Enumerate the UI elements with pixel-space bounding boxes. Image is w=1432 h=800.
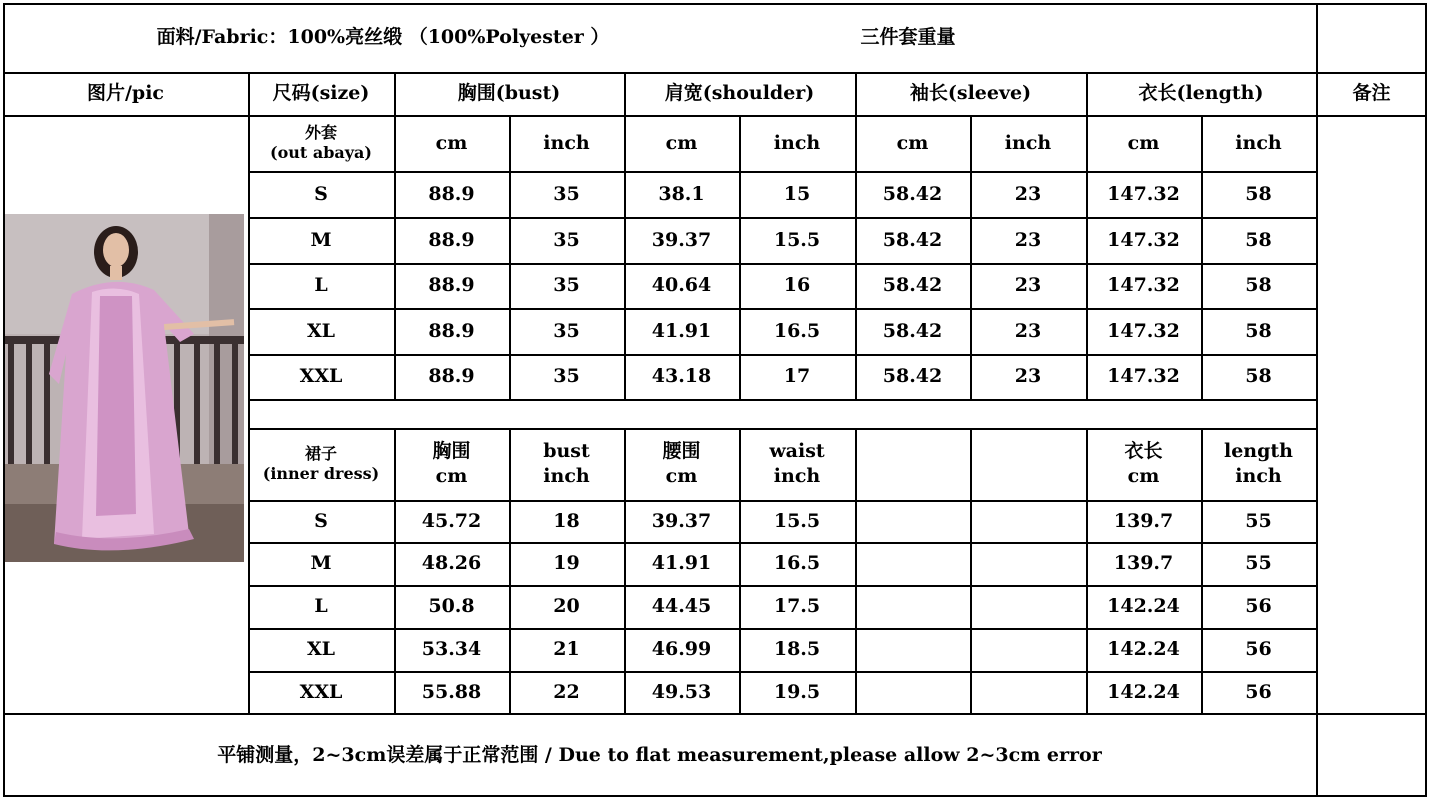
grid-line xyxy=(248,500,1316,502)
dress-size-cell: XXL xyxy=(299,680,343,703)
abaya-value-cell: 15.5 xyxy=(773,228,821,251)
abaya-value-cell: 58 xyxy=(1245,365,1272,388)
abaya-value-cell: 35 xyxy=(553,228,580,251)
abaya-value-cell: 40.64 xyxy=(651,274,712,297)
abaya-value-cell: 35 xyxy=(553,274,580,297)
abaya-unit-cell: inch xyxy=(1235,131,1282,154)
abaya-value-cell: 16.5 xyxy=(773,319,821,342)
dress-value-cell xyxy=(855,500,970,542)
dress-value-cell: 142.24 xyxy=(1107,680,1180,703)
abaya-value-cell: 58.42 xyxy=(882,365,943,388)
grid-line xyxy=(394,72,396,115)
abaya-value-cell: 15 xyxy=(783,182,811,205)
size-chart-table xyxy=(3,3,1427,797)
dress-value-cell: 19.5 xyxy=(773,680,821,703)
dress-header-cell xyxy=(970,428,1086,500)
product-photo xyxy=(4,214,244,562)
abaya-value-cell: 58 xyxy=(1245,228,1272,251)
abaya-value-cell: 23 xyxy=(1014,182,1042,205)
abaya-value-cell: 16 xyxy=(783,274,811,297)
abaya-unit-cell: cm xyxy=(665,131,698,154)
dress-value-cell: 21 xyxy=(553,638,580,661)
dress-value-cell: 41.91 xyxy=(651,552,712,575)
abaya-size-cell: L xyxy=(314,274,328,297)
dress-value-cell xyxy=(970,500,1086,542)
abaya-value-cell: 147.32 xyxy=(1107,182,1180,205)
abaya-size-cell: XXL xyxy=(299,365,343,388)
grid-line xyxy=(624,72,626,115)
dress-value-cell: 44.45 xyxy=(651,595,712,618)
abaya-size-cell: M xyxy=(310,228,332,251)
abaya-unit-cell: inch xyxy=(773,131,821,154)
dress-value-cell: 20 xyxy=(553,595,580,618)
grid-line xyxy=(624,115,626,399)
dress-value-cell: 55.88 xyxy=(421,680,482,703)
grid-line xyxy=(248,72,250,713)
dress-value-cell: 56 xyxy=(1245,680,1272,703)
abaya-value-cell: 58.42 xyxy=(882,274,943,297)
grid-line xyxy=(248,171,1316,173)
grid-line xyxy=(248,354,1316,356)
grid-line xyxy=(248,308,1316,310)
dress-value-cell xyxy=(970,585,1086,628)
abaya-label: 外套 (out abaya) xyxy=(270,123,372,162)
dress-value-cell: 17.5 xyxy=(773,595,821,618)
abaya-value-cell: 147.32 xyxy=(1107,365,1180,388)
grid-line xyxy=(248,428,1316,430)
dress-size-cell: M xyxy=(310,552,332,575)
abaya-value-cell: 58 xyxy=(1245,182,1272,205)
abaya-value-cell: 41.91 xyxy=(651,319,712,342)
dress-value-cell xyxy=(855,671,970,713)
grid-line xyxy=(248,585,1316,587)
grid-line-remark xyxy=(1316,3,1318,797)
abaya-value-cell: 58.42 xyxy=(882,182,943,205)
abaya-unit-cell: inch xyxy=(1004,131,1052,154)
grid-line xyxy=(3,72,1427,74)
dress-size-cell: S xyxy=(314,509,328,532)
column-header-size: 尺码(size) xyxy=(272,82,370,105)
grid-line xyxy=(855,115,857,399)
dress-value-cell: 45.72 xyxy=(421,509,482,532)
abaya-value-cell: 17 xyxy=(783,365,811,388)
abaya-value-cell: 88.9 xyxy=(428,365,475,388)
grid-line xyxy=(1201,115,1203,399)
abaya-value-cell: 147.32 xyxy=(1107,319,1180,342)
dress-value-cell: 49.53 xyxy=(651,680,712,703)
abaya-value-cell: 147.32 xyxy=(1107,228,1180,251)
dress-label: 裙子 (inner dress) xyxy=(262,444,380,483)
dress-value-cell: 56 xyxy=(1245,638,1272,661)
dress-value-cell: 22 xyxy=(553,680,580,703)
dress-value-cell: 39.37 xyxy=(651,509,712,532)
dress-value-cell: 56 xyxy=(1245,595,1272,618)
dress-size-cell: XL xyxy=(306,638,336,661)
column-header-shoulder: 肩宽(shoulder) xyxy=(664,82,815,105)
abaya-size-cell: XL xyxy=(306,319,336,342)
grid-line xyxy=(3,713,1427,715)
abaya-value-cell: 23 xyxy=(1014,228,1042,251)
abaya-unit-cell: inch xyxy=(543,131,590,154)
abaya-value-cell: 23 xyxy=(1014,274,1042,297)
dress-value-cell: 16.5 xyxy=(773,552,821,575)
dress-header-cell: bust inch xyxy=(543,440,590,487)
abaya-value-cell: 35 xyxy=(553,182,580,205)
grid-line xyxy=(509,115,511,399)
dress-header-cell: length inch xyxy=(1224,440,1293,487)
grid-line xyxy=(248,399,1316,401)
abaya-unit-cell: cm xyxy=(896,131,929,154)
weight-title: 三件套重量 xyxy=(860,26,956,49)
abaya-unit-cell: cm xyxy=(1127,131,1160,154)
grid-line xyxy=(248,217,1316,219)
dress-value-cell xyxy=(855,542,970,585)
grid-line xyxy=(1086,72,1088,115)
grid-line xyxy=(3,115,1427,117)
abaya-value-cell: 88.9 xyxy=(428,274,475,297)
model-photo-icon xyxy=(4,214,244,562)
dress-value-cell: 19 xyxy=(553,552,580,575)
abaya-value-cell: 35 xyxy=(553,365,580,388)
abaya-value-cell: 58.42 xyxy=(882,228,943,251)
border-left xyxy=(3,3,5,797)
dress-value-cell: 53.34 xyxy=(421,638,482,661)
dress-header-cell xyxy=(855,428,970,500)
grid-line xyxy=(1086,115,1088,399)
dress-header-cell: 胸围 cm xyxy=(432,440,471,487)
abaya-value-cell: 147.32 xyxy=(1107,274,1180,297)
column-header-sleeve: 袖长(sleeve) xyxy=(909,82,1032,105)
dress-value-cell xyxy=(970,671,1086,713)
fabric-title: 面料/Fabric：100%亮丝缎 （100%Polyester ） xyxy=(156,26,610,49)
grid-line xyxy=(855,72,857,115)
abaya-value-cell: 88.9 xyxy=(428,319,475,342)
dress-value-cell xyxy=(970,542,1086,585)
column-header-length: 衣长(length) xyxy=(1138,82,1264,105)
dress-value-cell xyxy=(970,628,1086,671)
abaya-value-cell: 43.18 xyxy=(651,365,712,388)
column-header-bust: 胸围(bust) xyxy=(457,82,561,105)
grid-line xyxy=(394,115,396,399)
dress-value-cell: 46.99 xyxy=(651,638,712,661)
dress-header-cell: 衣长 cm xyxy=(1124,440,1163,487)
abaya-value-cell: 88.9 xyxy=(428,228,475,251)
dress-value-cell: 48.26 xyxy=(421,552,482,575)
grid-line xyxy=(248,263,1316,265)
abaya-value-cell: 23 xyxy=(1014,365,1042,388)
border-bottom xyxy=(3,795,1427,797)
footer-note: 平铺测量，2~3cm误差属于正常范围 / Due to flat measurement,please allow 2~3cm error xyxy=(217,743,1102,766)
abaya-value-cell: 35 xyxy=(553,319,580,342)
dress-value-cell: 50.8 xyxy=(428,595,475,618)
grid-line xyxy=(248,671,1316,673)
dress-size-cell: L xyxy=(314,595,328,618)
dress-value-cell: 142.24 xyxy=(1107,595,1180,618)
abaya-unit-cell: cm xyxy=(435,131,468,154)
dress-value-cell: 142.24 xyxy=(1107,638,1180,661)
abaya-value-cell: 39.37 xyxy=(651,228,712,251)
grid-line xyxy=(970,115,972,399)
border-top xyxy=(3,3,1427,5)
dress-value-cell: 15.5 xyxy=(773,509,821,532)
dress-header-cell: 腰围 cm xyxy=(662,440,701,487)
dress-header-cell: waist inch xyxy=(769,440,825,487)
grid-line xyxy=(248,628,1316,630)
dress-value-cell: 18.5 xyxy=(773,638,821,661)
abaya-value-cell: 88.9 xyxy=(428,182,475,205)
dress-value-cell: 139.7 xyxy=(1113,552,1174,575)
dress-value-cell: 55 xyxy=(1245,509,1272,532)
dress-value-cell xyxy=(855,585,970,628)
dress-value-cell: 55 xyxy=(1245,552,1272,575)
dress-value-cell xyxy=(855,628,970,671)
grid-line xyxy=(739,115,741,399)
dress-value-cell: 139.7 xyxy=(1113,509,1174,532)
column-header-pic: 图片/pic xyxy=(86,82,164,105)
abaya-value-cell: 58.42 xyxy=(882,319,943,342)
dress-value-cell: 18 xyxy=(553,509,580,532)
abaya-size-cell: S xyxy=(314,182,328,205)
abaya-value-cell: 58 xyxy=(1245,274,1272,297)
abaya-value-cell: 23 xyxy=(1014,319,1042,342)
column-header-remark: 备注 xyxy=(1352,82,1391,105)
abaya-value-cell: 38.1 xyxy=(658,182,705,205)
abaya-value-cell: 58 xyxy=(1245,319,1272,342)
border-right xyxy=(1425,3,1427,797)
grid-line xyxy=(248,542,1316,544)
